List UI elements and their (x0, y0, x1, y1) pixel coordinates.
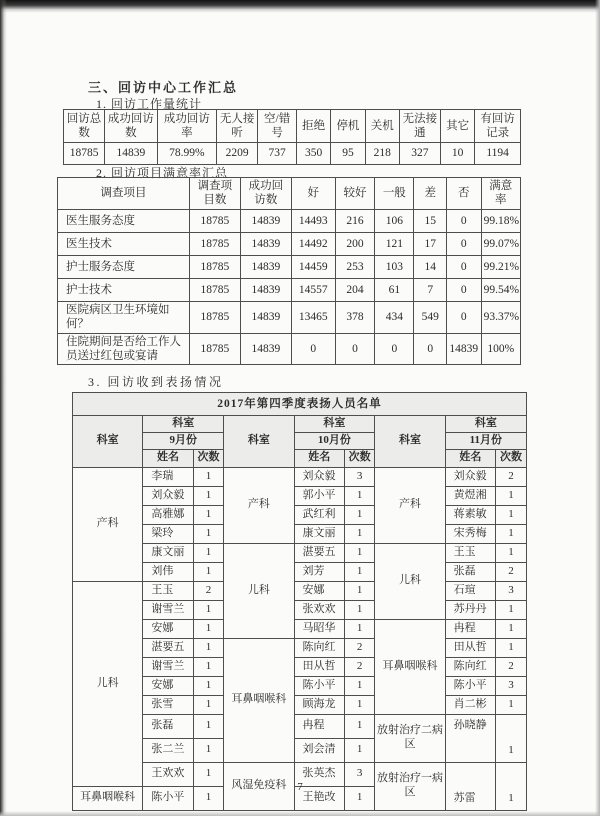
cell: 王艳改 (294, 786, 344, 810)
cell: 郭小平 (294, 486, 344, 505)
cell: 产科 (224, 467, 294, 543)
cell: 王玉 (445, 543, 495, 562)
cell: 刘众毅 (143, 486, 193, 505)
cell: 1 (193, 600, 223, 619)
cell: 378 (335, 301, 374, 333)
item-2-title: 2. 回访项目满意率汇总 (96, 166, 229, 180)
item-3-title: 3. 回访收到表扬情况 (88, 375, 224, 389)
cell: 10 (440, 143, 474, 165)
cell: 梁玲 (143, 524, 193, 543)
cell: 14839 (446, 333, 481, 365)
cell: 3 (496, 581, 527, 600)
cell: 1 (193, 786, 223, 810)
header-cell: 拒绝 (297, 110, 331, 143)
cell: 孙晓静 (445, 714, 495, 762)
cell: 肖二彬 (445, 695, 495, 714)
cell: 1 (193, 714, 223, 738)
cell: 康文丽 (294, 524, 344, 543)
cell: 18785 (189, 255, 240, 278)
cell: 1 (344, 524, 374, 543)
cell: 医生服务态度 (58, 209, 190, 232)
cell: 61 (375, 278, 414, 301)
cell: 18785 (189, 232, 240, 255)
header-cell: 回访总数 (64, 110, 105, 143)
header-cell: 科室 (143, 416, 224, 433)
cell: 医生技术 (58, 232, 190, 255)
header-cell: 成功回访数 (105, 110, 158, 143)
workload-table (63, 109, 521, 165)
cell: 2 (496, 562, 527, 581)
header-cell: 次数 (344, 449, 374, 467)
section-title: 三、回访中心工作汇总 (88, 80, 239, 95)
cell: 13465 (291, 301, 335, 333)
cell: 99.18% (481, 209, 520, 232)
cell: 14459 (291, 255, 335, 278)
cell: 高雅娜 (143, 505, 193, 524)
cell: 张英杰 (294, 762, 344, 786)
table-row (58, 255, 521, 278)
cell: 0 (446, 255, 481, 278)
header-cell: 停机 (331, 110, 365, 143)
header-cell: 成功回访率 (157, 110, 216, 143)
cell: 1 (344, 600, 374, 619)
cell: 0 (291, 333, 335, 365)
cell: 1 (193, 467, 223, 486)
cell: 1 (344, 505, 374, 524)
cell: 0 (446, 301, 481, 333)
cell: 0 (446, 209, 481, 232)
cell: 医院病区卫生环境如何？ (58, 301, 190, 333)
header-cell: 科室 (375, 416, 445, 468)
cell: 1 (193, 543, 223, 562)
cell: 苏雷 (445, 762, 495, 810)
cell: 7 (414, 278, 446, 301)
cell: 张雪 (143, 695, 193, 714)
cell: 1 (193, 619, 223, 638)
cell: 1 (344, 695, 374, 714)
header-cell: 无人接听 (217, 110, 258, 143)
cell: 风湿免疫科 (224, 762, 294, 810)
table-row (58, 178, 521, 210)
cell: 3 (344, 467, 374, 486)
cell: 王欢欢 (143, 762, 193, 786)
cell: 耳鼻咽喉科 (375, 619, 445, 714)
cell: 14492 (291, 232, 335, 255)
table-row (58, 209, 521, 232)
page-number: 7 (297, 781, 303, 793)
cell: 350 (297, 143, 331, 165)
praise-table (72, 392, 527, 811)
cell: 0 (414, 333, 446, 365)
cell: 14839 (105, 143, 158, 165)
cell: 产科 (375, 467, 445, 543)
cell: 护士服务态度 (58, 255, 190, 278)
header-cell: 10月份 (294, 432, 375, 449)
cell: 18785 (189, 209, 240, 232)
header-cell: 科室 (224, 416, 294, 468)
cell: 78.99% (157, 143, 216, 165)
cell: 湛要五 (143, 638, 193, 657)
cell: 103 (375, 255, 414, 278)
cell: 安娜 (143, 619, 193, 638)
table-row (58, 333, 521, 365)
cell: 王玉 (143, 581, 193, 600)
cell: 李瑞 (143, 467, 193, 486)
cell: 2 (496, 467, 527, 486)
cell: 护士技术 (58, 278, 190, 301)
cell: 安娜 (294, 581, 344, 600)
cell: 刘众毅 (294, 467, 344, 486)
scan-edge-right (595, 0, 600, 816)
cell: 张欢欢 (294, 600, 344, 619)
cell: 14839 (240, 232, 291, 255)
cell: 3 (496, 676, 527, 695)
table-row (73, 416, 527, 433)
header-cell: 姓名 (445, 449, 495, 467)
cell: 93.37% (481, 301, 520, 333)
scan-edge-left (0, 0, 7, 816)
cell: 121 (375, 232, 414, 255)
cell: 陈小平 (294, 676, 344, 695)
cell: 放射治疗一病区 (375, 762, 445, 810)
cell: 苏丹丹 (445, 600, 495, 619)
cell: 住院期间是否给工作人员送过红包或宴请 (58, 333, 190, 365)
cell: 1 (496, 543, 527, 562)
cell: 马昭华 (294, 619, 344, 638)
cell: 2 (344, 638, 374, 657)
cell: 14557 (291, 278, 335, 301)
cell: 216 (335, 209, 374, 232)
table-row (58, 232, 521, 255)
cell: 14839 (240, 333, 291, 365)
cell: 安娜 (143, 676, 193, 695)
cell: 3 (344, 762, 374, 786)
cell: 1 (193, 762, 223, 786)
cell: 1 (193, 524, 223, 543)
cell: 1 (344, 486, 374, 505)
cell: 张二兰 (143, 738, 193, 762)
header-cell: 调查项目 (58, 178, 190, 210)
cell: 549 (414, 301, 446, 333)
cell: 2209 (217, 143, 258, 165)
cell: 耳鼻咽喉科 (224, 638, 294, 762)
cell: 2 (344, 657, 374, 676)
cell: 1 (344, 562, 374, 581)
satisfaction-table (57, 177, 521, 365)
cell: 1 (496, 524, 527, 543)
header-cell: 否 (446, 178, 481, 210)
cell: 冉程 (294, 714, 344, 738)
header-cell: 较好 (335, 178, 374, 210)
cell: 14839 (240, 278, 291, 301)
cell: 产科 (73, 467, 143, 581)
header-cell: 有回访记录 (475, 110, 521, 143)
cell: 1 (193, 562, 223, 581)
cell: 刘会清 (294, 738, 344, 762)
cell: 田从哲 (294, 657, 344, 676)
cell: 200 (335, 232, 374, 255)
header-cell: 科室 (294, 416, 375, 433)
cell: 737 (258, 143, 297, 165)
cell: 99.54% (481, 278, 520, 301)
cell: 1194 (475, 143, 521, 165)
header-cell: 11月份 (445, 432, 526, 449)
cell: 2 (496, 657, 527, 676)
header-cell: 满意率 (481, 178, 520, 210)
cell: 1 (344, 581, 374, 600)
cell: 204 (335, 278, 374, 301)
header-cell: 一般 (375, 178, 414, 210)
table-row (64, 143, 521, 165)
cell: 儿科 (73, 581, 143, 786)
cell: 434 (375, 301, 414, 333)
cell: 106 (375, 209, 414, 232)
header-cell: 2017年第四季度表扬人员名单 (73, 393, 527, 416)
cell: 99.21% (481, 255, 520, 278)
header-cell: 次数 (496, 449, 527, 467)
cell: 1 (344, 619, 374, 638)
cell: 95 (331, 143, 365, 165)
table-row (73, 467, 527, 486)
cell: 14 (414, 255, 446, 278)
cell: 刘众毅 (445, 467, 495, 486)
cell: 1 (496, 619, 527, 638)
cell: 顾海龙 (294, 695, 344, 714)
cell: 陈小平 (143, 786, 193, 810)
cell: 黄煜湘 (445, 486, 495, 505)
cell: 14839 (240, 301, 291, 333)
cell: 14493 (291, 209, 335, 232)
cell: 谢雪兰 (143, 600, 193, 619)
cell: 田从哲 (445, 638, 495, 657)
table-row (58, 278, 521, 301)
table-row (73, 581, 527, 600)
cell: 1 (496, 695, 527, 714)
cell: 蒋素敏 (445, 505, 495, 524)
header-cell: 差 (414, 178, 446, 210)
cell: 儿科 (375, 543, 445, 619)
cell: 张磊 (143, 714, 193, 738)
cell: 1 (496, 486, 527, 505)
cell: 陈向红 (445, 657, 495, 676)
cell: 刘芳 (294, 562, 344, 581)
header-cell: 无法接通 (399, 110, 440, 143)
cell: 湛要五 (294, 543, 344, 562)
header-cell: 其它 (440, 110, 474, 143)
cell: 1 (496, 505, 527, 524)
cell: 1 (496, 762, 527, 810)
header-cell: 好 (291, 178, 335, 210)
header-cell: 姓名 (294, 449, 344, 467)
scan-edge-bottom (0, 811, 600, 816)
cell: 1 (193, 505, 223, 524)
cell: 儿科 (224, 543, 294, 638)
cell: 1 (344, 543, 374, 562)
cell: 1 (193, 638, 223, 657)
cell: 武红利 (294, 505, 344, 524)
header-cell: 9月份 (143, 432, 224, 449)
cell: 18785 (189, 301, 240, 333)
cell: 15 (414, 209, 446, 232)
cell: 100% (481, 333, 520, 365)
cell: 1 (344, 738, 374, 762)
cell: 刘伟 (143, 562, 193, 581)
cell: 18785 (189, 333, 240, 365)
table-row (73, 393, 527, 416)
cell: 康文丽 (143, 543, 193, 562)
cell: 99.07% (481, 232, 520, 255)
cell: 18785 (189, 278, 240, 301)
header-cell: 科室 (445, 416, 526, 433)
cell: 218 (365, 143, 399, 165)
header-cell: 姓名 (143, 449, 193, 467)
table-row (58, 301, 521, 333)
header-cell: 关机 (365, 110, 399, 143)
cell: 放射治疗二病区 (375, 714, 445, 762)
cell: 18785 (64, 143, 105, 165)
cell: 谢雪兰 (143, 657, 193, 676)
cell: 1 (193, 486, 223, 505)
cell: 2 (193, 581, 223, 600)
cell: 1 (344, 786, 374, 810)
cell: 耳鼻咽喉科 (73, 786, 143, 810)
header-cell: 次数 (193, 449, 223, 467)
cell: 1 (193, 657, 223, 676)
cell: 1 (344, 714, 374, 738)
cell: 1 (193, 695, 223, 714)
cell: 1 (193, 738, 223, 762)
cell: 张磊 (445, 562, 495, 581)
header-cell: 空/错号 (258, 110, 297, 143)
cell: 327 (399, 143, 440, 165)
cell: 0 (375, 333, 414, 365)
table-row (64, 110, 521, 143)
cell: 陈小平 (445, 676, 495, 695)
cell: 14839 (240, 209, 291, 232)
cell: 17 (414, 232, 446, 255)
header-cell: 成功回访数 (240, 178, 291, 210)
scan-edge-top (0, 0, 600, 13)
cell: 1 (496, 600, 527, 619)
cell: 冉程 (445, 619, 495, 638)
cell: 1 (193, 676, 223, 695)
cell: 253 (335, 255, 374, 278)
cell: 14839 (240, 255, 291, 278)
cell: 1 (344, 676, 374, 695)
header-cell: 科室 (73, 416, 143, 468)
item-1-title: 1. 回访工作量统计 (96, 97, 203, 111)
cell: 0 (335, 333, 374, 365)
cell: 石瑄 (445, 581, 495, 600)
header-cell: 调查项目数 (189, 178, 240, 210)
cell: 0 (446, 232, 481, 255)
cell: 0 (446, 278, 481, 301)
cell: 1 (496, 714, 527, 762)
cell: 宋秀梅 (445, 524, 495, 543)
cell: 陈向红 (294, 638, 344, 657)
cell: 1 (496, 638, 527, 657)
